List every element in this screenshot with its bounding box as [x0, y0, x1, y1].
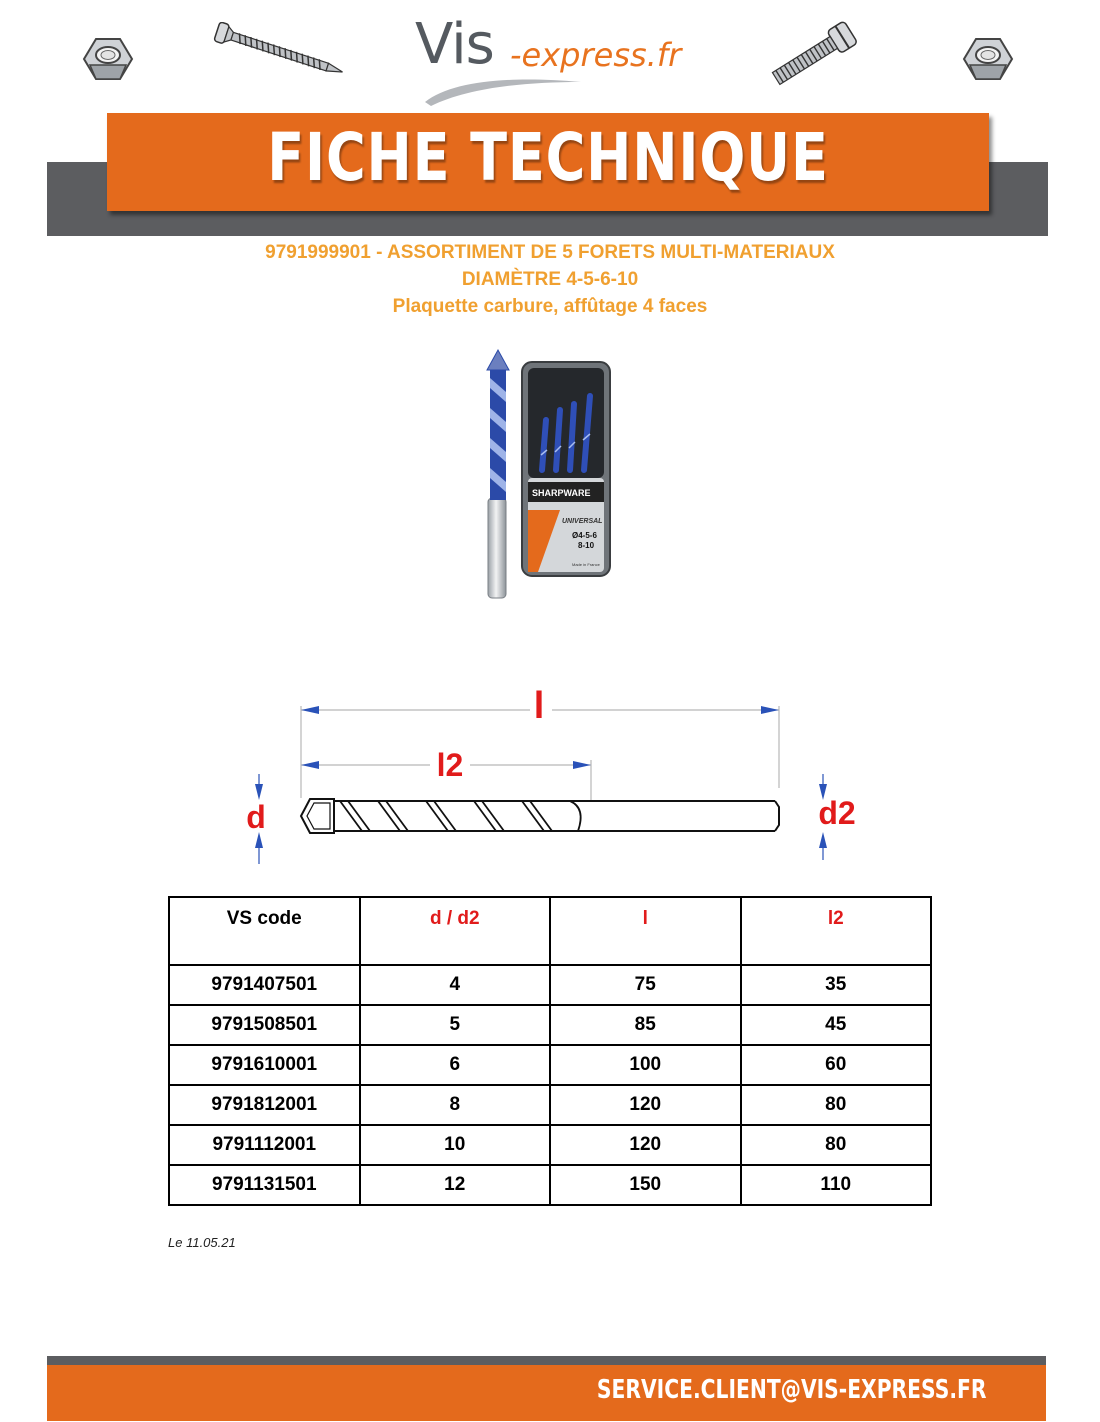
logo-text-main: Vis: [415, 12, 494, 77]
cell-length: 85: [550, 1005, 741, 1045]
column-header-length: l: [550, 897, 741, 965]
dimension-label-l2: l2: [436, 747, 464, 783]
table-row: [169, 1005, 931, 1045]
hex-nut-icon: [962, 35, 1014, 85]
product-packaging: [520, 360, 612, 578]
product-title: 9791999901 - ASSORTIMENT DE 5 FORETS MULTI-MATERIAUX: [265, 242, 835, 263]
cell-working-length: 60: [741, 1045, 932, 1085]
cell-vs-code: 9791812001: [169, 1085, 360, 1125]
drill-bit-outline: [301, 799, 779, 833]
column-header-working-length: l2: [741, 897, 932, 965]
footer-divider: [47, 1356, 1046, 1365]
cell-diameter: 10: [360, 1125, 551, 1165]
dimension-label-l: l: [533, 685, 545, 727]
packaging-origin: Made in France: [572, 562, 600, 567]
drill-bit-photo: [478, 348, 518, 602]
dimension-label-d2: d2: [818, 795, 856, 831]
table-row: [169, 965, 931, 1005]
cell-length: 120: [550, 1085, 741, 1125]
dimensions-table: [168, 896, 932, 1206]
cell-working-length: 35: [741, 965, 932, 1005]
table-row: [169, 1085, 931, 1125]
machine-screw-icon: [762, 20, 866, 92]
packaging-sizes-2: 8-10: [578, 541, 595, 550]
title-banner: [107, 113, 989, 211]
column-header-diameter: d / d2: [360, 897, 551, 965]
cell-length: 75: [550, 965, 741, 1005]
cell-working-length: 80: [741, 1125, 932, 1165]
wood-screw-icon: [212, 22, 350, 80]
logo-swoosh-icon: [423, 76, 583, 106]
cell-length: 120: [550, 1125, 741, 1165]
document-date: Le 11.05.21: [168, 1235, 236, 1250]
column-header-vs-code: VS code: [169, 897, 360, 965]
dimension-label-d: d: [246, 799, 266, 835]
logo-text-sub: -express.fr: [510, 36, 682, 74]
cell-vs-code: 9791610001: [169, 1045, 360, 1085]
table-header-row: [169, 897, 931, 965]
product-description: Plaquette carbure, affûtage 4 faces: [392, 296, 708, 317]
page-title: FICHE TECHNIQUE: [267, 119, 829, 196]
table-row: [169, 1165, 931, 1205]
cell-diameter: 4: [360, 965, 551, 1005]
packaging-sizes-1: Ø4-5-6: [572, 531, 597, 540]
customer-service-email[interactable]: SERVICE.CLIENT@VIS-EXPRESS.FR: [596, 1375, 986, 1405]
packaging-brand: SHARPWARE: [532, 488, 591, 498]
cell-diameter: 12: [360, 1165, 551, 1205]
cell-length: 100: [550, 1045, 741, 1085]
cell-vs-code: 9791407501: [169, 965, 360, 1005]
packaging-range: UNIVERSAL: [562, 518, 603, 525]
hex-nut-icon: [82, 35, 134, 85]
cell-diameter: 5: [360, 1005, 551, 1045]
cell-vs-code: 9791508501: [169, 1005, 360, 1045]
cell-working-length: 45: [741, 1005, 932, 1045]
dimension-diagram: [230, 678, 870, 878]
cell-vs-code: 9791112001: [169, 1125, 360, 1165]
cell-length: 150: [550, 1165, 741, 1205]
brand-logo: [415, 12, 695, 104]
cell-working-length: 110: [741, 1165, 932, 1205]
footer-bar: [47, 1365, 1046, 1421]
table-row: [169, 1125, 931, 1165]
table-row: [169, 1045, 931, 1085]
cell-vs-code: 9791131501: [169, 1165, 360, 1205]
cell-diameter: 6: [360, 1045, 551, 1085]
cell-diameter: 8: [360, 1085, 551, 1125]
cell-working-length: 80: [741, 1085, 932, 1125]
product-diameters: DIAMÈTRE 4-5-6-10: [461, 269, 639, 290]
